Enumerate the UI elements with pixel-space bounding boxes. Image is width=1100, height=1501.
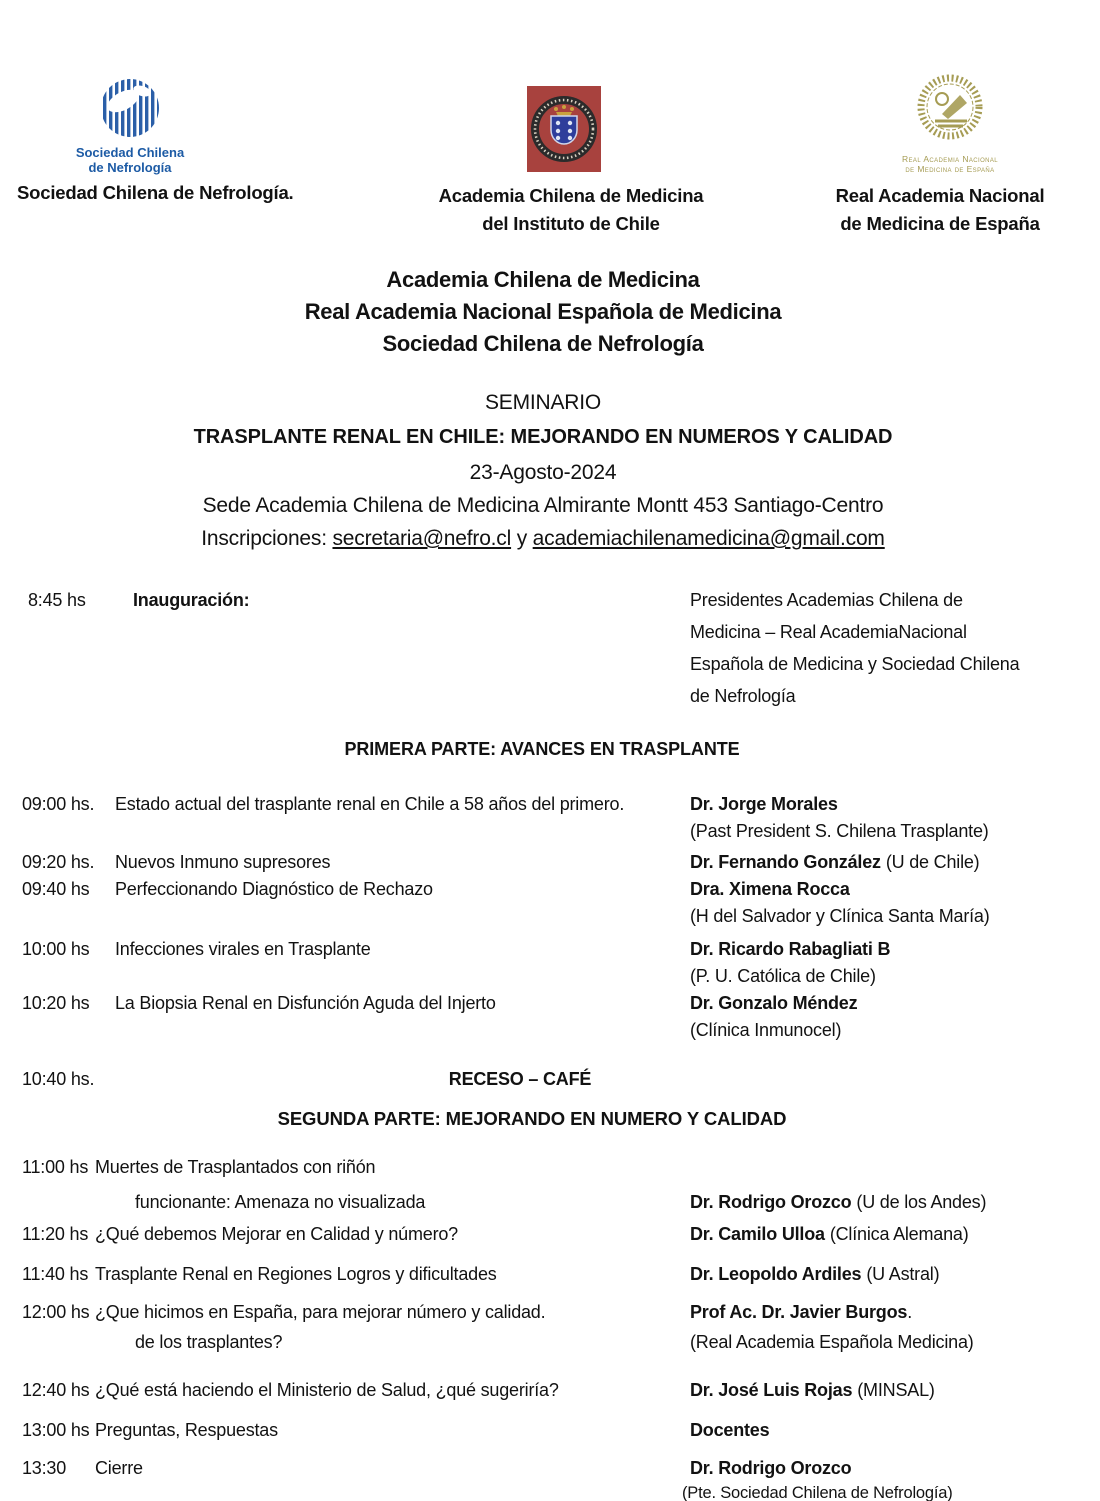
session-topic: Infecciones virales en Trasplante [115,939,371,959]
org-label-real-academia [795,182,1085,238]
inscriptions-email-nefro[interactable]: secretaria@nefro.cl [332,527,512,550]
organizer-line-1: Academia Chilena de Medicina [386,267,700,292]
nefrologia-society-logo [72,78,188,175]
session-topic: Cierre [95,1458,143,1478]
session-topic-line1: Muertes de Trasplantados con riñón [95,1157,376,1177]
speaker-name: Prof Ac. Dr. Javier Burgos [690,1302,908,1322]
nefrologia-logo-caption [72,145,188,175]
session-speaker [690,791,1100,845]
session-topic [95,1299,690,1356]
speaker-affiliation: (U de los Andes) [856,1192,987,1212]
session-topic: Trasplante Renal en Regiones Logros y dificultades [95,1264,497,1284]
inauguration-speaker-line: de Nefrología [690,686,796,706]
session-topic: ¿Qué está haciendo el Ministerio de Salud, ¿qué sugeriría? [95,1380,559,1400]
session-speaker [682,1455,1100,1501]
session-row [0,1417,1100,1444]
seal-caption-line2: de Medicina de España [905,164,995,174]
session-time: 11:00 hs [22,1157,89,1177]
speaker-name: Dr. Jorge Morales [690,794,838,814]
real-academia-seal-caption [880,154,1020,174]
session-time: 10:00 hs [22,939,90,959]
session-topic-line1: ¿Que hicimos en España, para mejorar número y calidad. [95,1302,546,1322]
speaker-name: Dr. Fernando González [690,852,881,872]
session-speaker [690,849,1100,876]
inauguration-time: 8:45 hs [28,590,86,610]
nefrologia-caption-line2: de Nefrología [88,160,172,175]
speaker-affiliation: (MINSAL) [857,1380,935,1400]
seal-caption-line1: Real Academia Nacional [901,154,999,164]
session-speaker [690,1261,1100,1288]
seminar-header-block [0,386,1100,556]
org-label-nefrologia: Sociedad Chilena de Nefrología. [17,182,294,203]
speaker-name: Dr. Ricardo Rabagliati B [690,939,891,959]
session-row [0,1221,1100,1248]
session-row [0,936,1100,990]
session-topic: Preguntas, Respuestas [95,1420,278,1440]
inscriptions-connector: y [516,527,528,550]
organizer-line-2: Real Academia Nacional Española de Medicina [304,299,782,324]
nefrologia-globe-icon [97,78,163,138]
session-time: 11:40 hs [22,1264,89,1284]
speaker-name: Dr. Rodrigo Orozco [690,1458,852,1478]
inscriptions-email-academia[interactable]: academiachilenamedicina@gmail.com [532,527,885,550]
part1-sessions [0,791,1100,1044]
session-topic: La Biopsia Renal en Disfunción Aguda del Injerto [115,993,496,1013]
real-academia-espana-logo [880,70,1020,174]
inauguration-speaker-line: Presidentes Academias Chilena de [690,590,963,610]
speaker-affiliation: (Clínica Alemana) [829,1224,969,1244]
real-academia-label-line2: de Medicina de España [840,213,1040,234]
session-row [0,876,1100,930]
speaker-affiliation: (Past President S. Chilena Trasplante) [690,821,989,841]
speaker-affiliation: (Real Academia Española Medicina) [690,1332,974,1352]
speaker-name: Docentes [690,1420,770,1440]
speaker-affiliation: (U Astral) [866,1264,940,1284]
academia-label-line2: del Instituto de Chile [482,213,660,234]
speaker-name: Dr. Leopoldo Ardiles [690,1264,862,1284]
session-speaker [690,1154,1100,1216]
speaker-affiliation: (H del Salvador y Clínica Santa María) [690,906,990,926]
seminar-kicker: SEMINARIO [484,391,602,414]
header-logos [0,0,1100,240]
session-time: 10:20 hs [22,993,90,1013]
session-row [0,1455,1100,1501]
speaker-affiliation: (Pte. Sociedad Chilena de Nefrología) [682,1484,953,1501]
organizer-line-3: Sociedad Chilena de Nefrología [382,331,704,356]
break-label: RECESO – CAFÉ [448,1069,592,1089]
session-row [0,1154,1100,1216]
session-row [0,1377,1100,1404]
organizers-title-block [0,264,1100,360]
session-row [0,791,1100,845]
org-label-academia-chilena [380,182,762,238]
seminar-venue: Sede Academia Chilena de Medicina Almirante Montt 453 Santiago-Centro [202,494,884,517]
session-topic [95,1154,690,1216]
session-speaker [690,1221,1100,1248]
inauguration-speakers [690,584,1100,712]
speaker-affiliation: (U de Chile) [885,852,980,872]
break-row [0,1066,1100,1093]
speaker-affiliation: (Clínica Inmunocel) [690,1020,842,1040]
break-time: 10:40 hs. [22,1069,95,1089]
speaker-name: Dr. Rodrigo Orozco [690,1192,852,1212]
session-topic: Nuevos Inmuno supresores [115,852,331,872]
session-topic: Estado actual del trasplante renal en Chile a 58 años del primero. [115,794,625,814]
inauguration-row [0,584,1100,712]
session-topic-line2: de los trasplantes? [135,1332,283,1352]
speaker-affiliation: (P. U. Católica de Chile) [690,966,876,986]
session-time: 09:00 hs. [22,794,95,814]
session-time: 12:40 hs [22,1380,90,1400]
real-academia-label-line1: Real Academia Nacional [835,185,1045,206]
session-speaker [690,876,1100,930]
inscriptions-label: Inscripciones: [201,527,327,550]
part2-heading: SEGUNDA PARTE: MEJORANDO EN NUMERO Y CALIDAD [277,1108,787,1129]
speaker-name-suffix: . [907,1302,913,1322]
inscriptions-line [0,522,1086,556]
seminar-title: TRASPLANTE RENAL EN CHILE: MEJORANDO EN NUMEROS Y CALIDAD [193,426,893,448]
session-speaker [690,1299,1100,1356]
part1-heading: PRIMERA PARTE: AVANCES EN TRASPLANTE [344,739,740,759]
nefrologia-caption-line1: Sociedad Chilena [75,145,185,160]
session-time: 13:30 [22,1458,67,1478]
session-time: 11:20 hs [22,1224,89,1244]
session-time: 12:00 hs [22,1302,90,1322]
session-time: 09:40 hs [22,879,90,899]
session-row [0,1261,1100,1288]
session-time: 13:00 hs [22,1420,90,1440]
session-speaker [690,990,1100,1044]
speaker-name: Dr. Gonzalo Méndez [690,993,858,1013]
seminar-date: 23-Agosto-2024 [469,461,617,484]
session-topic: Perfeccionando Diagnóstico de Rechazo [115,879,433,899]
inauguration-speaker-line: Española de Medicina y Sociedad Chilena [690,654,1020,674]
speaker-name: Dr. Camilo Ulloa [690,1224,825,1244]
speaker-name: Dra. Ximena Rocca [690,879,850,899]
session-row [0,990,1100,1044]
academia-label-line1: Academia Chilena de Medicina [438,185,704,206]
inauguration-speaker-line: Medicina – Real AcademiaNacional [690,622,967,642]
session-speaker [690,936,1100,990]
session-topic-line2: funcionante: Amenaza no visualizada [135,1192,426,1212]
academia-chilena-seal-icon [527,86,601,172]
session-row [0,1299,1100,1356]
real-academia-wreath-icon [898,70,1002,148]
session-row [0,849,1100,876]
session-speaker [690,1377,1100,1404]
session-topic: ¿Qué debemos Mejorar en Calidad y número? [95,1224,458,1244]
session-speaker [690,1417,1100,1444]
session-time: 09:20 hs. [22,852,95,872]
part2-sessions [0,1154,1100,1501]
speaker-name: Dr. José Luis Rojas [690,1380,853,1400]
academia-chilena-logo [527,86,601,177]
inauguration-label: Inauguración: [133,590,250,610]
